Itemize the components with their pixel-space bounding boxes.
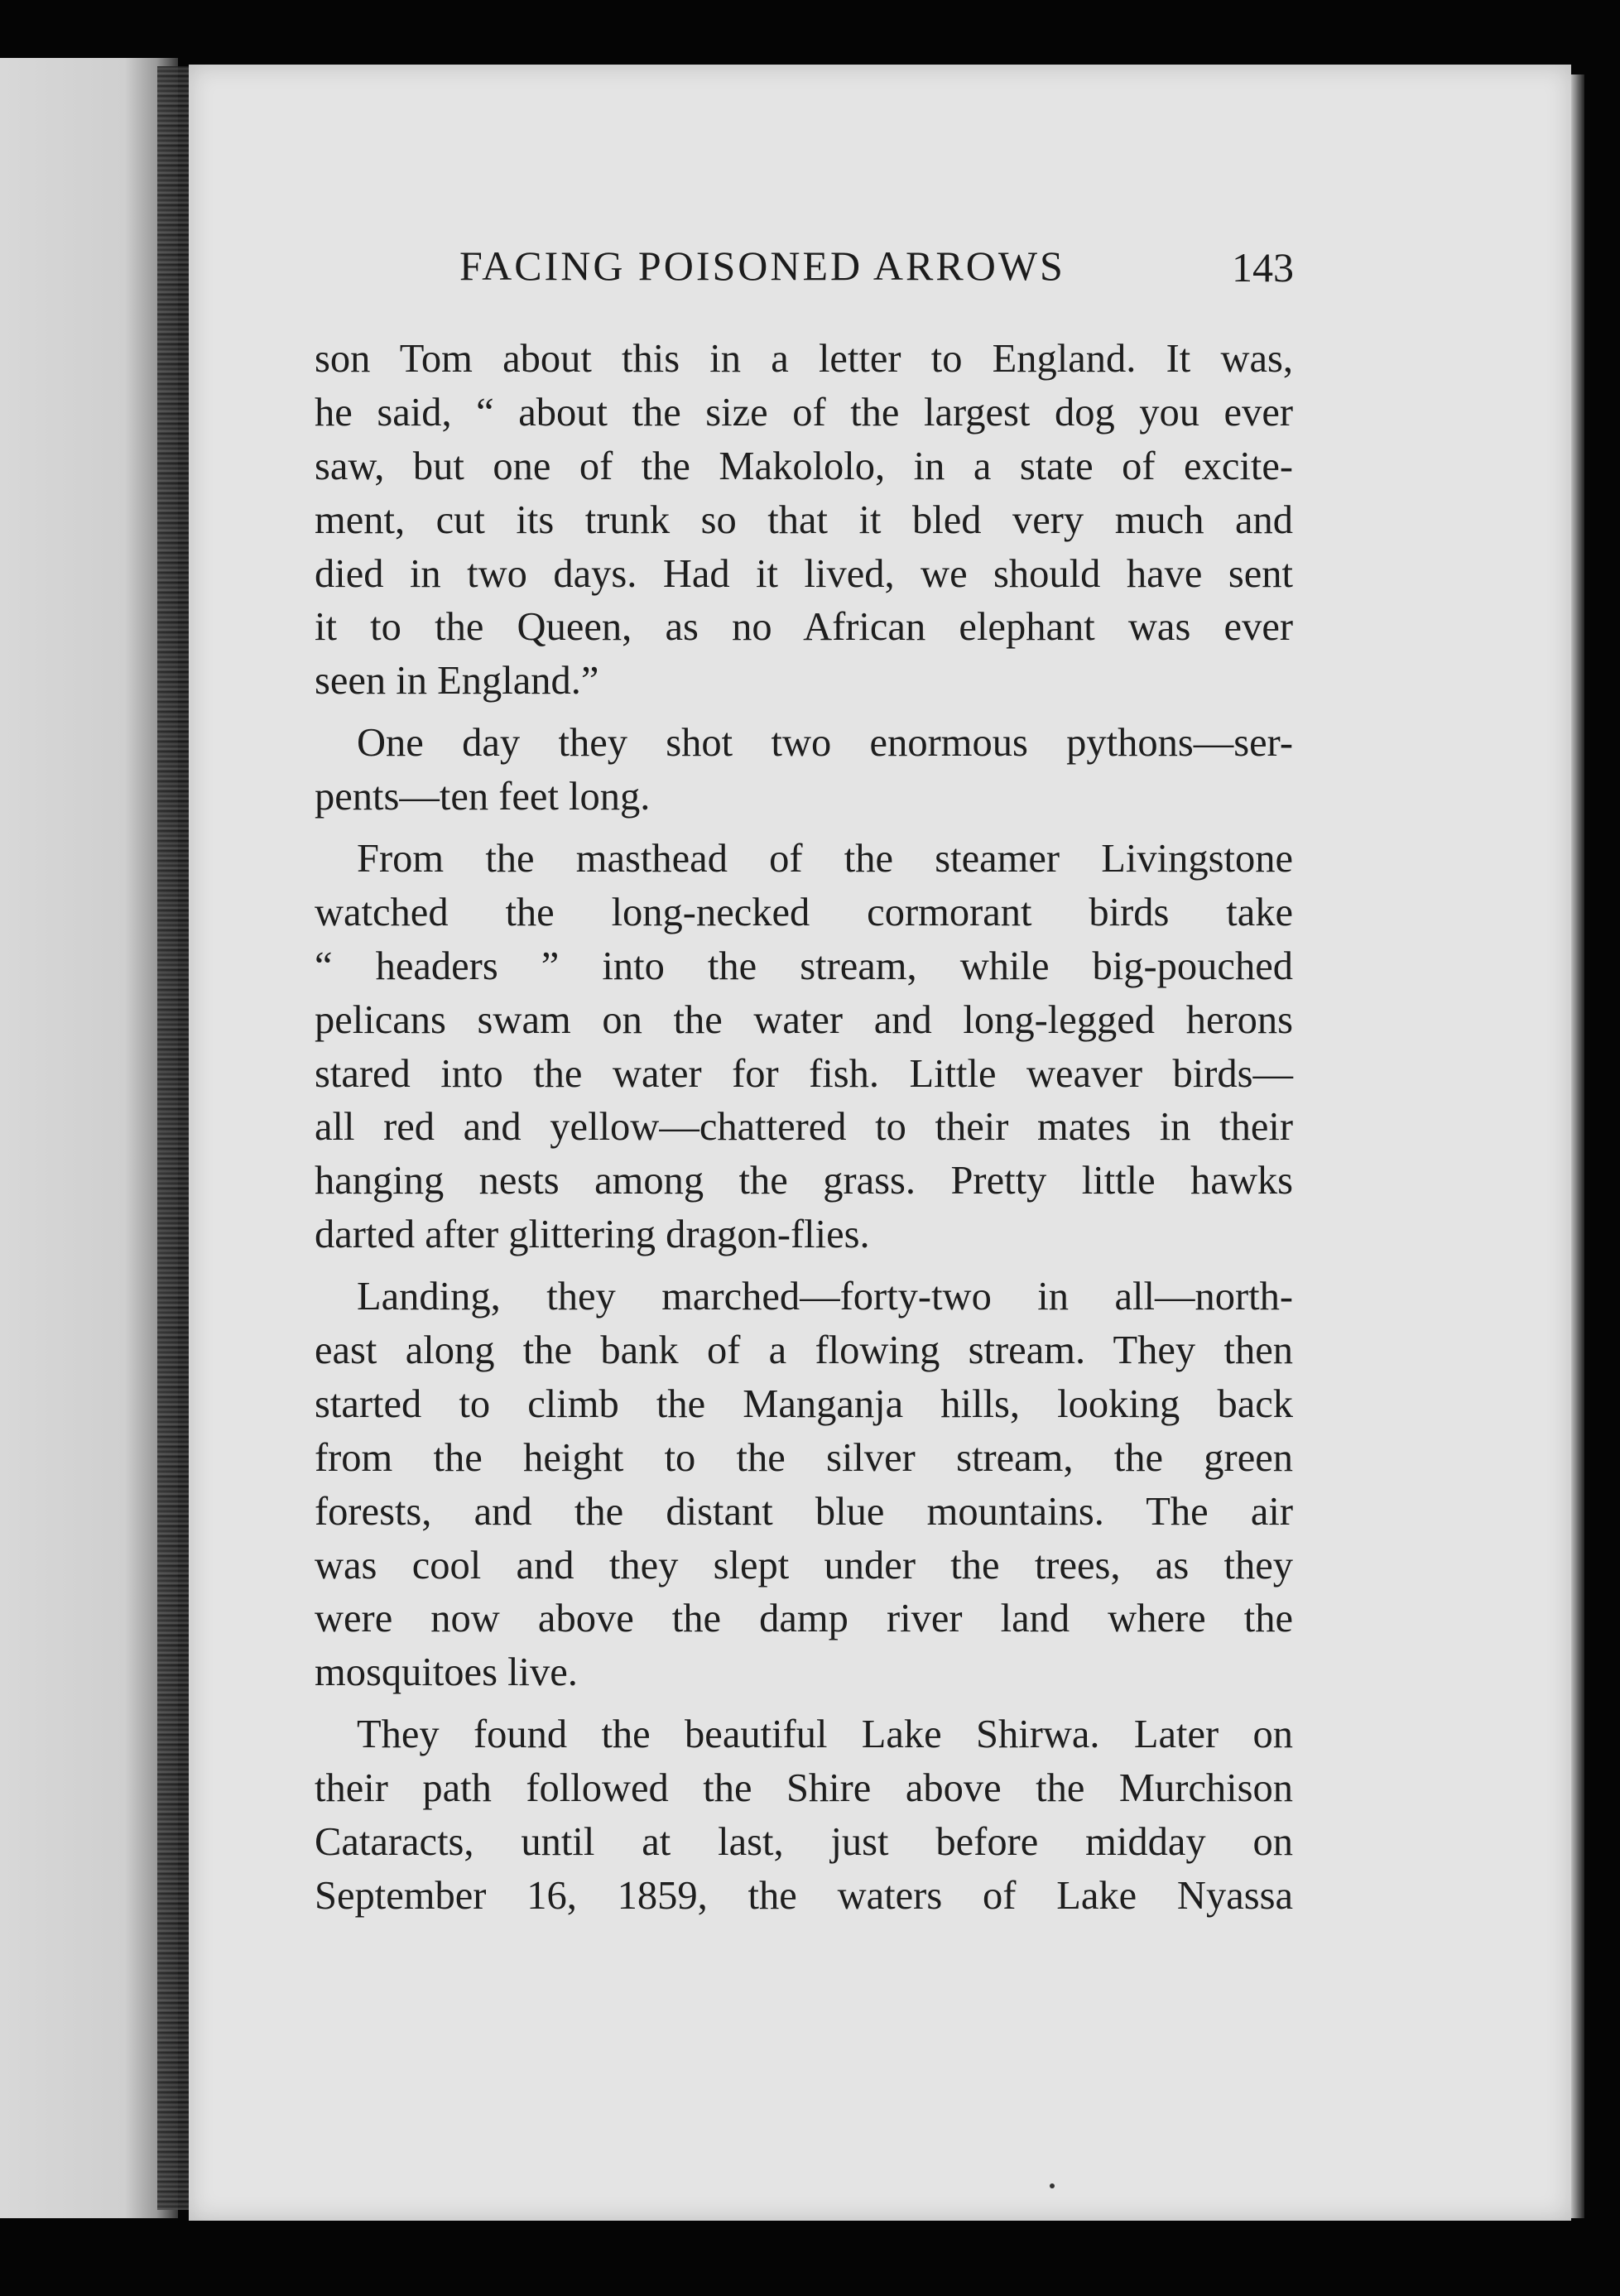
text-line: From the masthead of the steamer Livingstone bbox=[357, 837, 1293, 881]
paragraph bbox=[315, 717, 1293, 824]
text-line: son Tom about this in a letter to England. It was, bbox=[315, 337, 1293, 381]
paragraph bbox=[315, 833, 1293, 1262]
text-line: died in two days. Had it lived, we should have sent bbox=[315, 551, 1293, 596]
text-line: stared into the water for fish. Little weaver birds— bbox=[315, 1051, 1293, 1096]
text-line: Cataracts, until at last, just before midday on bbox=[315, 1820, 1293, 1865]
text-line: their path followed the Shire above the Murchison bbox=[315, 1766, 1293, 1811]
text-line: ment, cut its trunk so that it bled very much and bbox=[315, 497, 1293, 542]
text-line: They found the beautiful Lake Shirwa. Later on bbox=[357, 1712, 1293, 1757]
body-text bbox=[315, 333, 1293, 1932]
text-line: saw, but one of the Makololo, in a state of excite- bbox=[315, 444, 1293, 488]
text-line: hanging nests among the grass. Pretty little hawks bbox=[315, 1159, 1293, 1203]
text-line: all red and yellow—chattered to their mates in their bbox=[315, 1105, 1293, 1150]
text-line: darted after glittering dragon-flies. bbox=[315, 1213, 870, 1257]
paragraph bbox=[315, 333, 1293, 708]
text-line: from the height to the silver stream, the green bbox=[315, 1435, 1293, 1480]
text-line: started to climb the Manganja hills, looking back bbox=[315, 1381, 1293, 1426]
text-line: pelicans swam on the water and long-legged herons bbox=[315, 997, 1293, 1042]
text-line: pents—ten feet long. bbox=[315, 775, 651, 819]
running-title: FACING POISONED ARROWS bbox=[459, 243, 1065, 289]
page-number: 143 bbox=[1232, 244, 1294, 291]
text-line: forests, and the distant blue mountains. The air bbox=[315, 1489, 1293, 1534]
paragraph bbox=[315, 1708, 1293, 1924]
text-line: Landing, they marched—forty-two in all—north- bbox=[357, 1275, 1293, 1319]
facing-page-edge bbox=[0, 58, 178, 2218]
page-header bbox=[459, 242, 1294, 300]
text-line: he said, “ about the size of the largest dog you ever bbox=[315, 390, 1293, 435]
text-line: mosquitoes live. bbox=[315, 1650, 578, 1695]
text-line: “ headers ” into the stream, while big-pouched bbox=[315, 944, 1293, 988]
text-line: was cool and they slept under the trees, as they bbox=[315, 1543, 1293, 1588]
page-edge-shadow bbox=[1571, 74, 1584, 2218]
text-line: seen in England.” bbox=[315, 659, 599, 704]
text-line: east along the bank of a flowing stream. They then bbox=[315, 1328, 1293, 1373]
scan-speck bbox=[1050, 2183, 1055, 2188]
paragraph bbox=[315, 1270, 1293, 1700]
text-line: One day they shot two enormous pythons—ser- bbox=[357, 721, 1293, 766]
book-gutter bbox=[157, 66, 192, 2210]
text-line: watched the long-necked cormorant birds take bbox=[315, 890, 1293, 934]
text-line: September 16, 1859, the waters of Lake Nyassa bbox=[315, 1873, 1293, 1918]
text-line: were now above the damp river land where the bbox=[315, 1597, 1293, 1641]
text-line: it to the Queen, as no African elephant was ever bbox=[315, 605, 1293, 650]
